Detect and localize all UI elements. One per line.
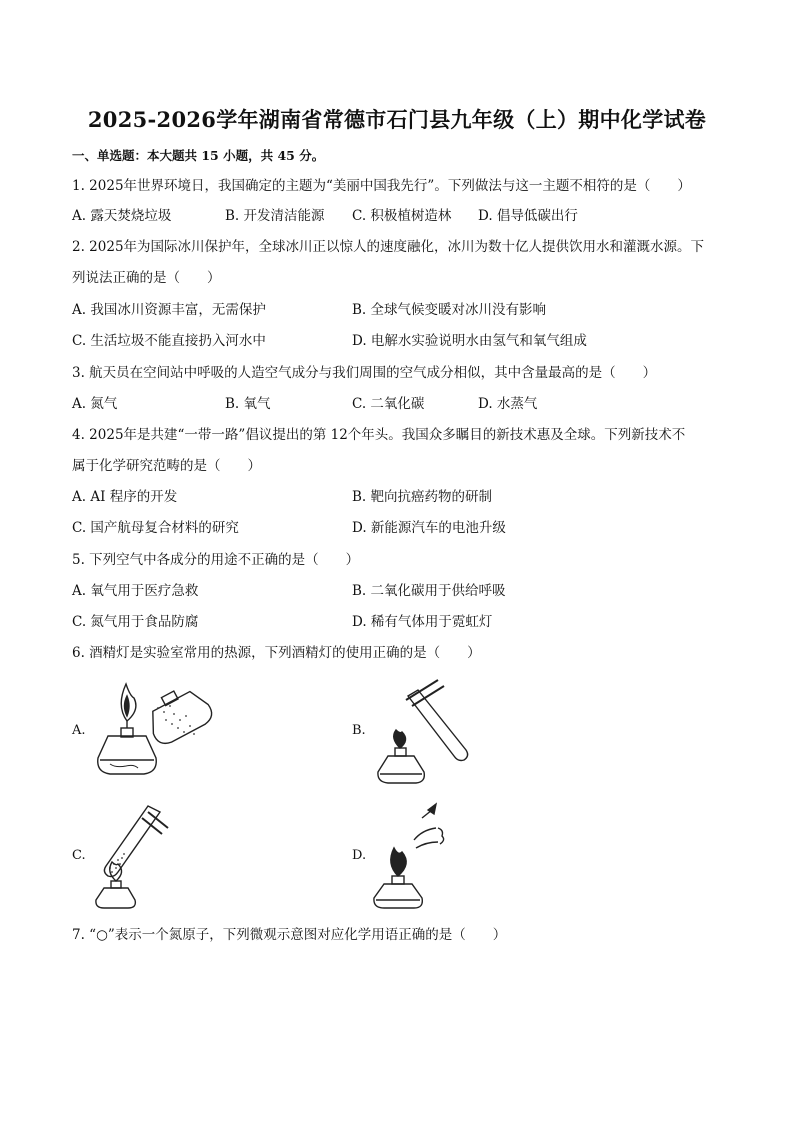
question-3-option-d: D. 水蒸气 (478, 396, 538, 412)
question-1-option-b: B. 开发清洁能源 (225, 208, 325, 224)
question-6-option-b-label: B. (352, 723, 366, 738)
question-4-option-a: A. AI 程序的开发 (72, 489, 178, 505)
question-5-option-d: D. 稀有气体用于霓虹灯 (352, 614, 493, 630)
question-1-option-d: D. 倡导低碳出行 (478, 208, 578, 224)
question-5-option-a: A. 氧气用于医疗急救 (72, 583, 199, 599)
question-1-option-a: A. 露天焚烧垃圾 (72, 208, 172, 224)
question-4-stem-line-2: 属于化学研究范畴的是（ ） (72, 458, 261, 474)
figure-c-heating-liquid (86, 800, 206, 910)
figure-d-blowing-out-flame (366, 800, 486, 910)
page-title: 2025-2026学年湖南省常德市石门县九年级（上）期中化学试卷 (87, 107, 707, 132)
question-6-stem: 6. 酒精灯是实验室常用的热源，下列酒精灯的使用正确的是（ ） (72, 645, 481, 661)
question-3-stem: 3. 航天员在空间站中呼吸的人造空气成分与我们周围的空气成分相似，其中含量最高的是（ ） (72, 365, 657, 381)
question-6-option-d-label: D. (352, 848, 367, 863)
question-2-option-a: A. 我国冰川资源丰富，无需保护 (72, 302, 266, 318)
figure-b-heating-test-tube (366, 676, 486, 786)
figure-a-lamp-lighting-another (86, 676, 216, 786)
question-2-option-d: D. 电解水实验说明水由氢气和氧气组成 (352, 333, 587, 349)
question-6-option-a-label: A. (72, 723, 86, 738)
question-3-option-c: C. 二氧化碳 (352, 396, 425, 412)
question-2-stem-line-2: 列说法正确的是（ ） (72, 270, 221, 286)
question-7-stem: 7. “○”表示一个氮原子，下列微观示意图对应化学用语正确的是（ ） (72, 927, 507, 943)
question-2-option-c: C. 生活垃圾不能直接扔入河水中 (72, 333, 266, 349)
question-1-option-c: C. 积极植树造林 (352, 208, 452, 224)
question-4-option-c: C. 国产航母复合材料的研究 (72, 520, 239, 536)
question-4-stem-line-1: 4. 2025年是共建“一带一路”倡议提出的第 12个年头。我国众多瞩目的新技术惠及全球。下列新技术不 (72, 427, 686, 443)
question-4-option-b: B. 靶向抗癌药物的研制 (352, 489, 493, 505)
question-2-stem-line-1: 2. 2025年为国际冰川保护年，全球冰川正以惊人的速度融化，冰川为数十亿人提供饮用水和灌溉水源。下 (72, 239, 705, 255)
question-3-option-a: A. 氮气 (72, 396, 118, 412)
question-2-option-b: B. 全球气候变暖对冰川没有影响 (352, 302, 547, 318)
question-5-stem: 5. 下列空气中各成分的用途不正确的是（ ） (72, 552, 360, 568)
question-5-option-c: C. 氮气用于食品防腐 (72, 614, 199, 630)
question-4-option-d: D. 新能源汽车的电池升级 (352, 520, 506, 536)
question-5-option-b: B. 二氧化碳用于供给呼吸 (352, 583, 506, 599)
section-header: 一、单选题：本大题共 15 小题，共 45 分。 (72, 148, 325, 163)
question-6-option-c-label: C. (72, 848, 86, 863)
question-1-stem: 1. 2025年世界环境日，我国确定的主题为“美丽中国我先行”。下列做法与这一主题不相符的是（ ） (72, 178, 691, 194)
question-3-option-b: B. 氧气 (225, 396, 271, 412)
